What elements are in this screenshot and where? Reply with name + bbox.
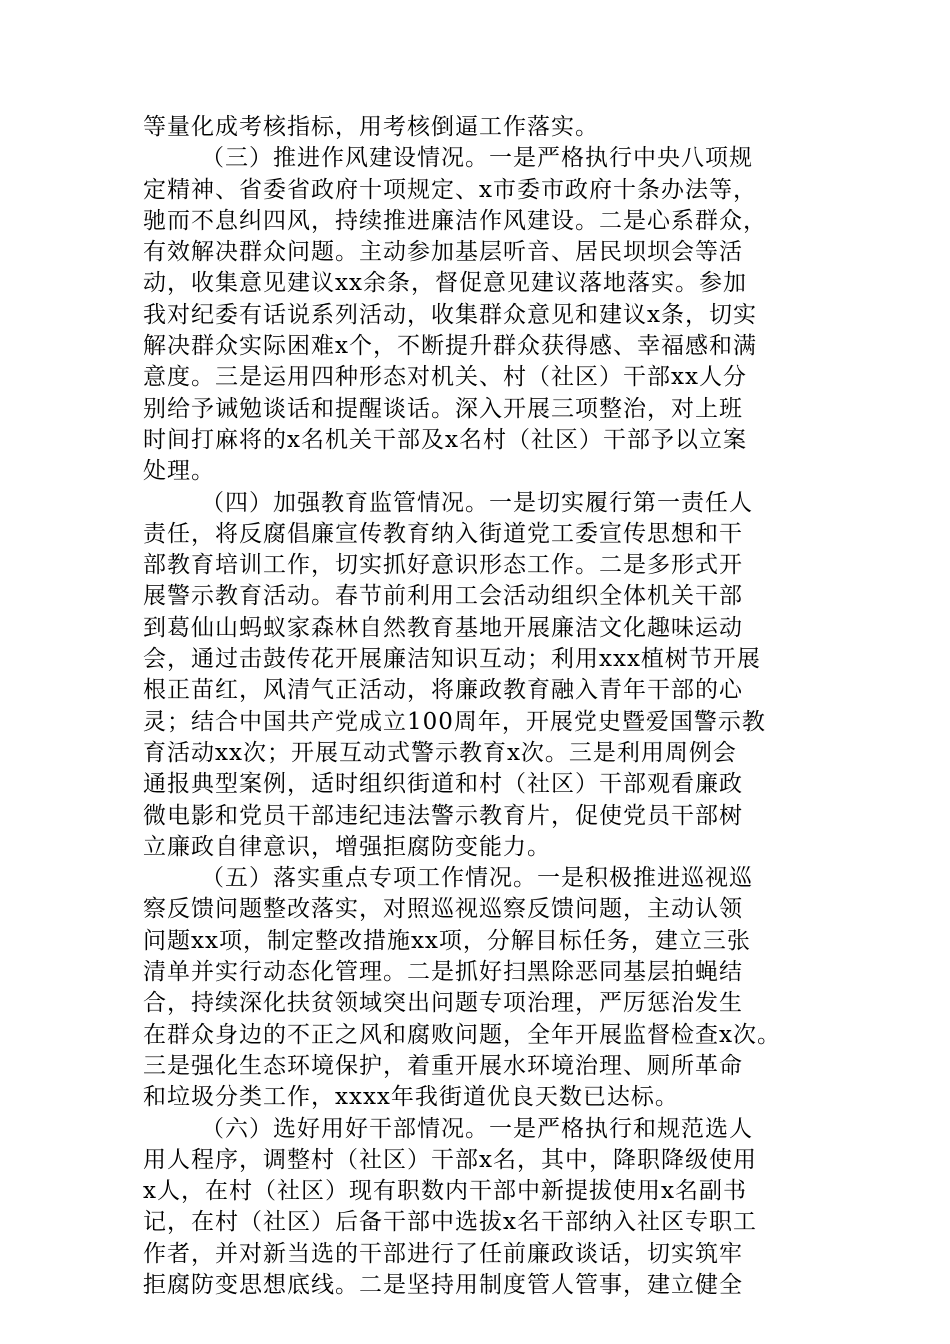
text-line: 展警示教育活动。春节前利用工会活动组织全体机关干部 — [143, 583, 743, 610]
text-line: 合，持续深化扶贫领域突出问题专项治理，严厉惩治发生 — [143, 990, 743, 1017]
text-line: 等量化成考核指标，用考核倒逼工作落实。 — [143, 114, 599, 140]
text-line: 驰而不息纠四风，持续推进廉洁作风建设。二是心系群众， — [143, 207, 767, 234]
text-line: 解决群众实际困难x个，不断提升群众获得感、幸福感和满 — [143, 333, 757, 360]
text-line: 灵；结合中国共产党成立100周年，开展党史暨爱国警示教 — [143, 708, 766, 735]
text-line: 意度。三是运用四种形态对机关、村（社区）干部xx人分 — [143, 364, 747, 391]
text-line: 用人程序，调整村（社区）干部x名，其中，降职降级使用 — [143, 1146, 757, 1173]
text-line: 定精神、省委省政府十项规定、x市委市政府十条办法等， — [143, 176, 757, 203]
text-line: 和垃圾分类工作，xxxx年我街道优良天数已达标。 — [143, 1084, 679, 1111]
text-line: 育活动xx次；开展互动式警示教育x次。三是利用周例会 — [143, 739, 737, 766]
text-line: 问题xx项，制定整改措施xx项，分解目标任务，建立三张 — [143, 927, 751, 954]
text-line: 拒腐防变思想底线。二是坚持用制度管人管事，建立健全 — [143, 1271, 743, 1298]
text-line: 动，收集意见建议xx余条，督促意见建议落地落实。参加 — [143, 270, 747, 297]
text-line: 部教育培训工作，切实抓好意识形态工作。二是多形式开 — [143, 552, 743, 579]
text-line: 别给予诫勉谈话和提醒谈话。深入开展三项整治，对上班 — [143, 395, 743, 422]
body-text — [143, 112, 813, 1301]
text-line: 三是强化生态环境保护，着重开展水环境治理、厕所革命 — [143, 1052, 743, 1079]
text-line: 通报典型案例，适时组织街道和村（社区）干部观看廉政 — [143, 771, 743, 798]
text-line: 根正苗红，风清气正活动，将廉政教育融入青年干部的心 — [143, 677, 743, 704]
text-line: 清单并实行动态化管理。二是抓好扫黑除恶同基层拍蝇结 — [143, 959, 743, 986]
section-heading-line: （四）加强教育监管情况。一是切实履行第一责任人 — [201, 489, 753, 516]
section-heading-line: （六）选好用好干部情况。一是严格执行和规范选人 — [201, 1115, 753, 1142]
text-line: 作者，并对新当选的干部进行了任前廉政谈话，切实筑牢 — [143, 1240, 743, 1267]
section-heading-line: （三）推进作风建设情况。一是严格执行中央八项规 — [201, 145, 753, 172]
text-line: 到葛仙山蚂蚁家森林自然教育基地开展廉洁文化趣味运动 — [143, 614, 743, 641]
text-line: 处理。 — [143, 458, 215, 485]
text-line: x人，在村（社区）现有职数内干部中新提拔使用x名副书 — [143, 1178, 747, 1205]
text-line: 我对纪委有话说系列活动，收集群众意见和建议x条，切实 — [143, 301, 757, 328]
text-line: 察反馈问题整改落实，对照巡视巡察反馈问题，主动认领 — [143, 896, 743, 923]
text-line: 责任，将反腐倡廉宣传教育纳入街道党工委宣传思想和干 — [143, 520, 743, 547]
text-line: 微电影和党员干部违纪违法警示教育片，促使党员干部树 — [143, 802, 743, 829]
text-line: 记，在村（社区）后备干部中选拔x名干部纳入社区专职工 — [143, 1209, 757, 1236]
text-line: 时间打麻将的x名机关干部及x名村（社区）干部予以立案 — [143, 426, 747, 453]
text-line: 有效解决群众问题。主动参加基层听音、居民坝坝会等活 — [143, 239, 743, 266]
text-line: 会，通过击鼓传花开展廉洁知识互动；利用xxx植树节开展 — [143, 646, 761, 673]
text-line: 在群众身边的不正之风和腐败问题，全年开展监督检查x次。 — [143, 1021, 781, 1048]
text-line: 立廉政自律意识，增强拒腐防变能力。 — [143, 833, 551, 860]
section-heading-line: （五）落实重点专项工作情况。一是积极推进巡视巡 — [201, 865, 753, 892]
